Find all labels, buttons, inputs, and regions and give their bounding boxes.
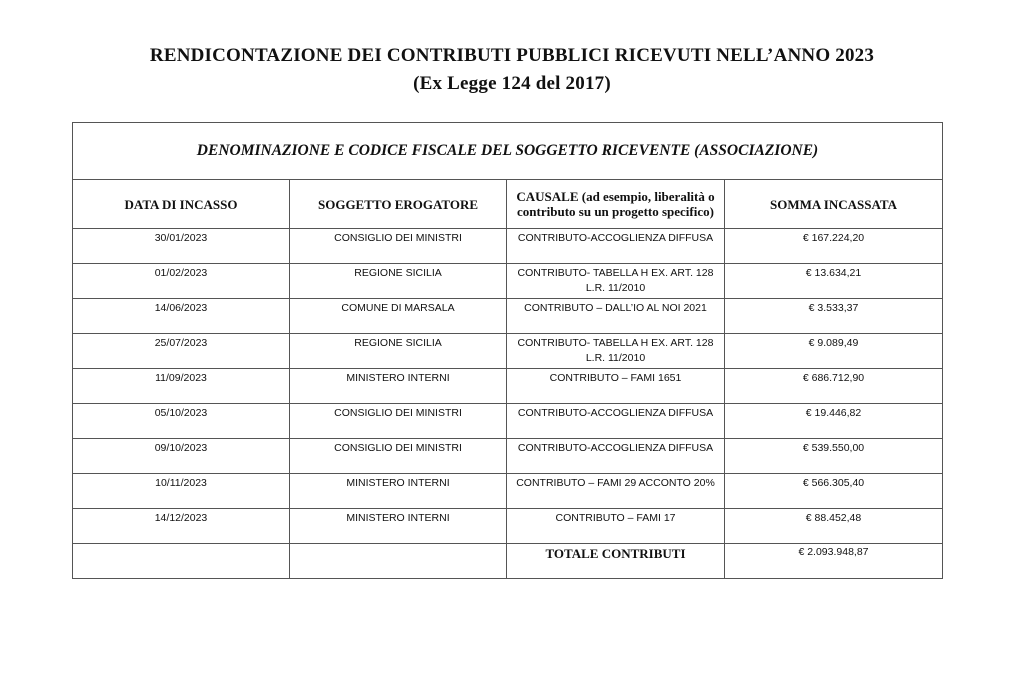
empty-cell bbox=[73, 544, 290, 579]
contributions-table bbox=[72, 122, 943, 579]
column-header-cause: CAUSALE (ad esempio, liberalità o contributo su un progetto specifico) bbox=[507, 180, 725, 229]
amount-cell: € 539.550,00 bbox=[725, 439, 943, 474]
table-row bbox=[73, 229, 943, 264]
empty-cell bbox=[290, 544, 507, 579]
date-cell: 10/11/2023 bbox=[73, 474, 290, 509]
table-row bbox=[73, 404, 943, 439]
cause-cell: CONTRIBUTO – FAMI 29 ACCONTO 20% bbox=[507, 474, 725, 509]
document-title bbox=[0, 42, 1024, 98]
provider-cell: REGIONE SICILIA bbox=[290, 264, 507, 299]
table-row bbox=[73, 369, 943, 404]
total-row bbox=[73, 544, 943, 579]
provider-cell: COMUNE DI MARSALA bbox=[290, 299, 507, 334]
cause-cell: CONTRIBUTO-ACCOGLIENZA DIFFUSA bbox=[507, 439, 725, 474]
cause-cell: CONTRIBUTO- TABELLA H EX. ART. 128 L.R. 11/2010 bbox=[507, 334, 725, 369]
recipient-heading: DENOMINAZIONE E CODICE FISCALE DEL SOGGETTO RICEVENTE (ASSOCIAZIONE) bbox=[73, 123, 943, 180]
cause-cell: CONTRIBUTO – FAMI 17 bbox=[507, 509, 725, 544]
total-value: € 2.093.948,87 bbox=[725, 544, 943, 579]
amount-cell: € 686.712,90 bbox=[725, 369, 943, 404]
provider-cell: MINISTERO INTERNI bbox=[290, 369, 507, 404]
date-cell: 25/07/2023 bbox=[73, 334, 290, 369]
amount-cell: € 13.634,21 bbox=[725, 264, 943, 299]
amount-cell: € 88.452,48 bbox=[725, 509, 943, 544]
column-header-provider: SOGGETTO EROGATORE bbox=[290, 180, 507, 229]
cause-cell: CONTRIBUTO-ACCOGLIENZA DIFFUSA bbox=[507, 229, 725, 264]
recipient-heading-row bbox=[73, 123, 943, 180]
cause-cell: CONTRIBUTO- TABELLA H EX. ART. 128 L.R. 11/2010 bbox=[507, 264, 725, 299]
date-cell: 14/12/2023 bbox=[73, 509, 290, 544]
amount-cell: € 19.446,82 bbox=[725, 404, 943, 439]
date-cell: 01/02/2023 bbox=[73, 264, 290, 299]
table-row bbox=[73, 439, 943, 474]
provider-cell: MINISTERO INTERNI bbox=[290, 509, 507, 544]
date-cell: 14/06/2023 bbox=[73, 299, 290, 334]
total-label: TOTALE CONTRIBUTI bbox=[507, 544, 725, 579]
table-row bbox=[73, 264, 943, 299]
title-line-2: (Ex Legge 124 del 2017) bbox=[413, 73, 611, 94]
date-cell: 05/10/2023 bbox=[73, 404, 290, 439]
provider-cell: MINISTERO INTERNI bbox=[290, 474, 507, 509]
table-row bbox=[73, 474, 943, 509]
amount-cell: € 3.533,37 bbox=[725, 299, 943, 334]
table-row bbox=[73, 299, 943, 334]
date-cell: 09/10/2023 bbox=[73, 439, 290, 474]
cause-cell: CONTRIBUTO – DALL’IO AL NOI 2021 bbox=[507, 299, 725, 334]
cause-cell: CONTRIBUTO-ACCOGLIENZA DIFFUSA bbox=[507, 404, 725, 439]
date-cell: 11/09/2023 bbox=[73, 369, 290, 404]
amount-cell: € 9.089,49 bbox=[725, 334, 943, 369]
provider-cell: CONSIGLIO DEI MINISTRI bbox=[290, 439, 507, 474]
provider-cell: REGIONE SICILIA bbox=[290, 334, 507, 369]
column-header-row bbox=[73, 180, 943, 229]
table-row bbox=[73, 334, 943, 369]
provider-cell: CONSIGLIO DEI MINISTRI bbox=[290, 229, 507, 264]
column-header-date: DATA DI INCASSO bbox=[73, 180, 290, 229]
amount-cell: € 566.305,40 bbox=[725, 474, 943, 509]
date-cell: 30/01/2023 bbox=[73, 229, 290, 264]
provider-cell: CONSIGLIO DEI MINISTRI bbox=[290, 404, 507, 439]
amount-cell: € 167.224,20 bbox=[725, 229, 943, 264]
cause-cell: CONTRIBUTO – FAMI 1651 bbox=[507, 369, 725, 404]
title-line-1: RENDICONTAZIONE DEI CONTRIBUTI PUBBLICI RICEVUTI NELL’ANNO 2023 bbox=[149, 45, 875, 66]
table-row bbox=[73, 509, 943, 544]
column-header-amount: SOMMA INCASSATA bbox=[725, 180, 943, 229]
